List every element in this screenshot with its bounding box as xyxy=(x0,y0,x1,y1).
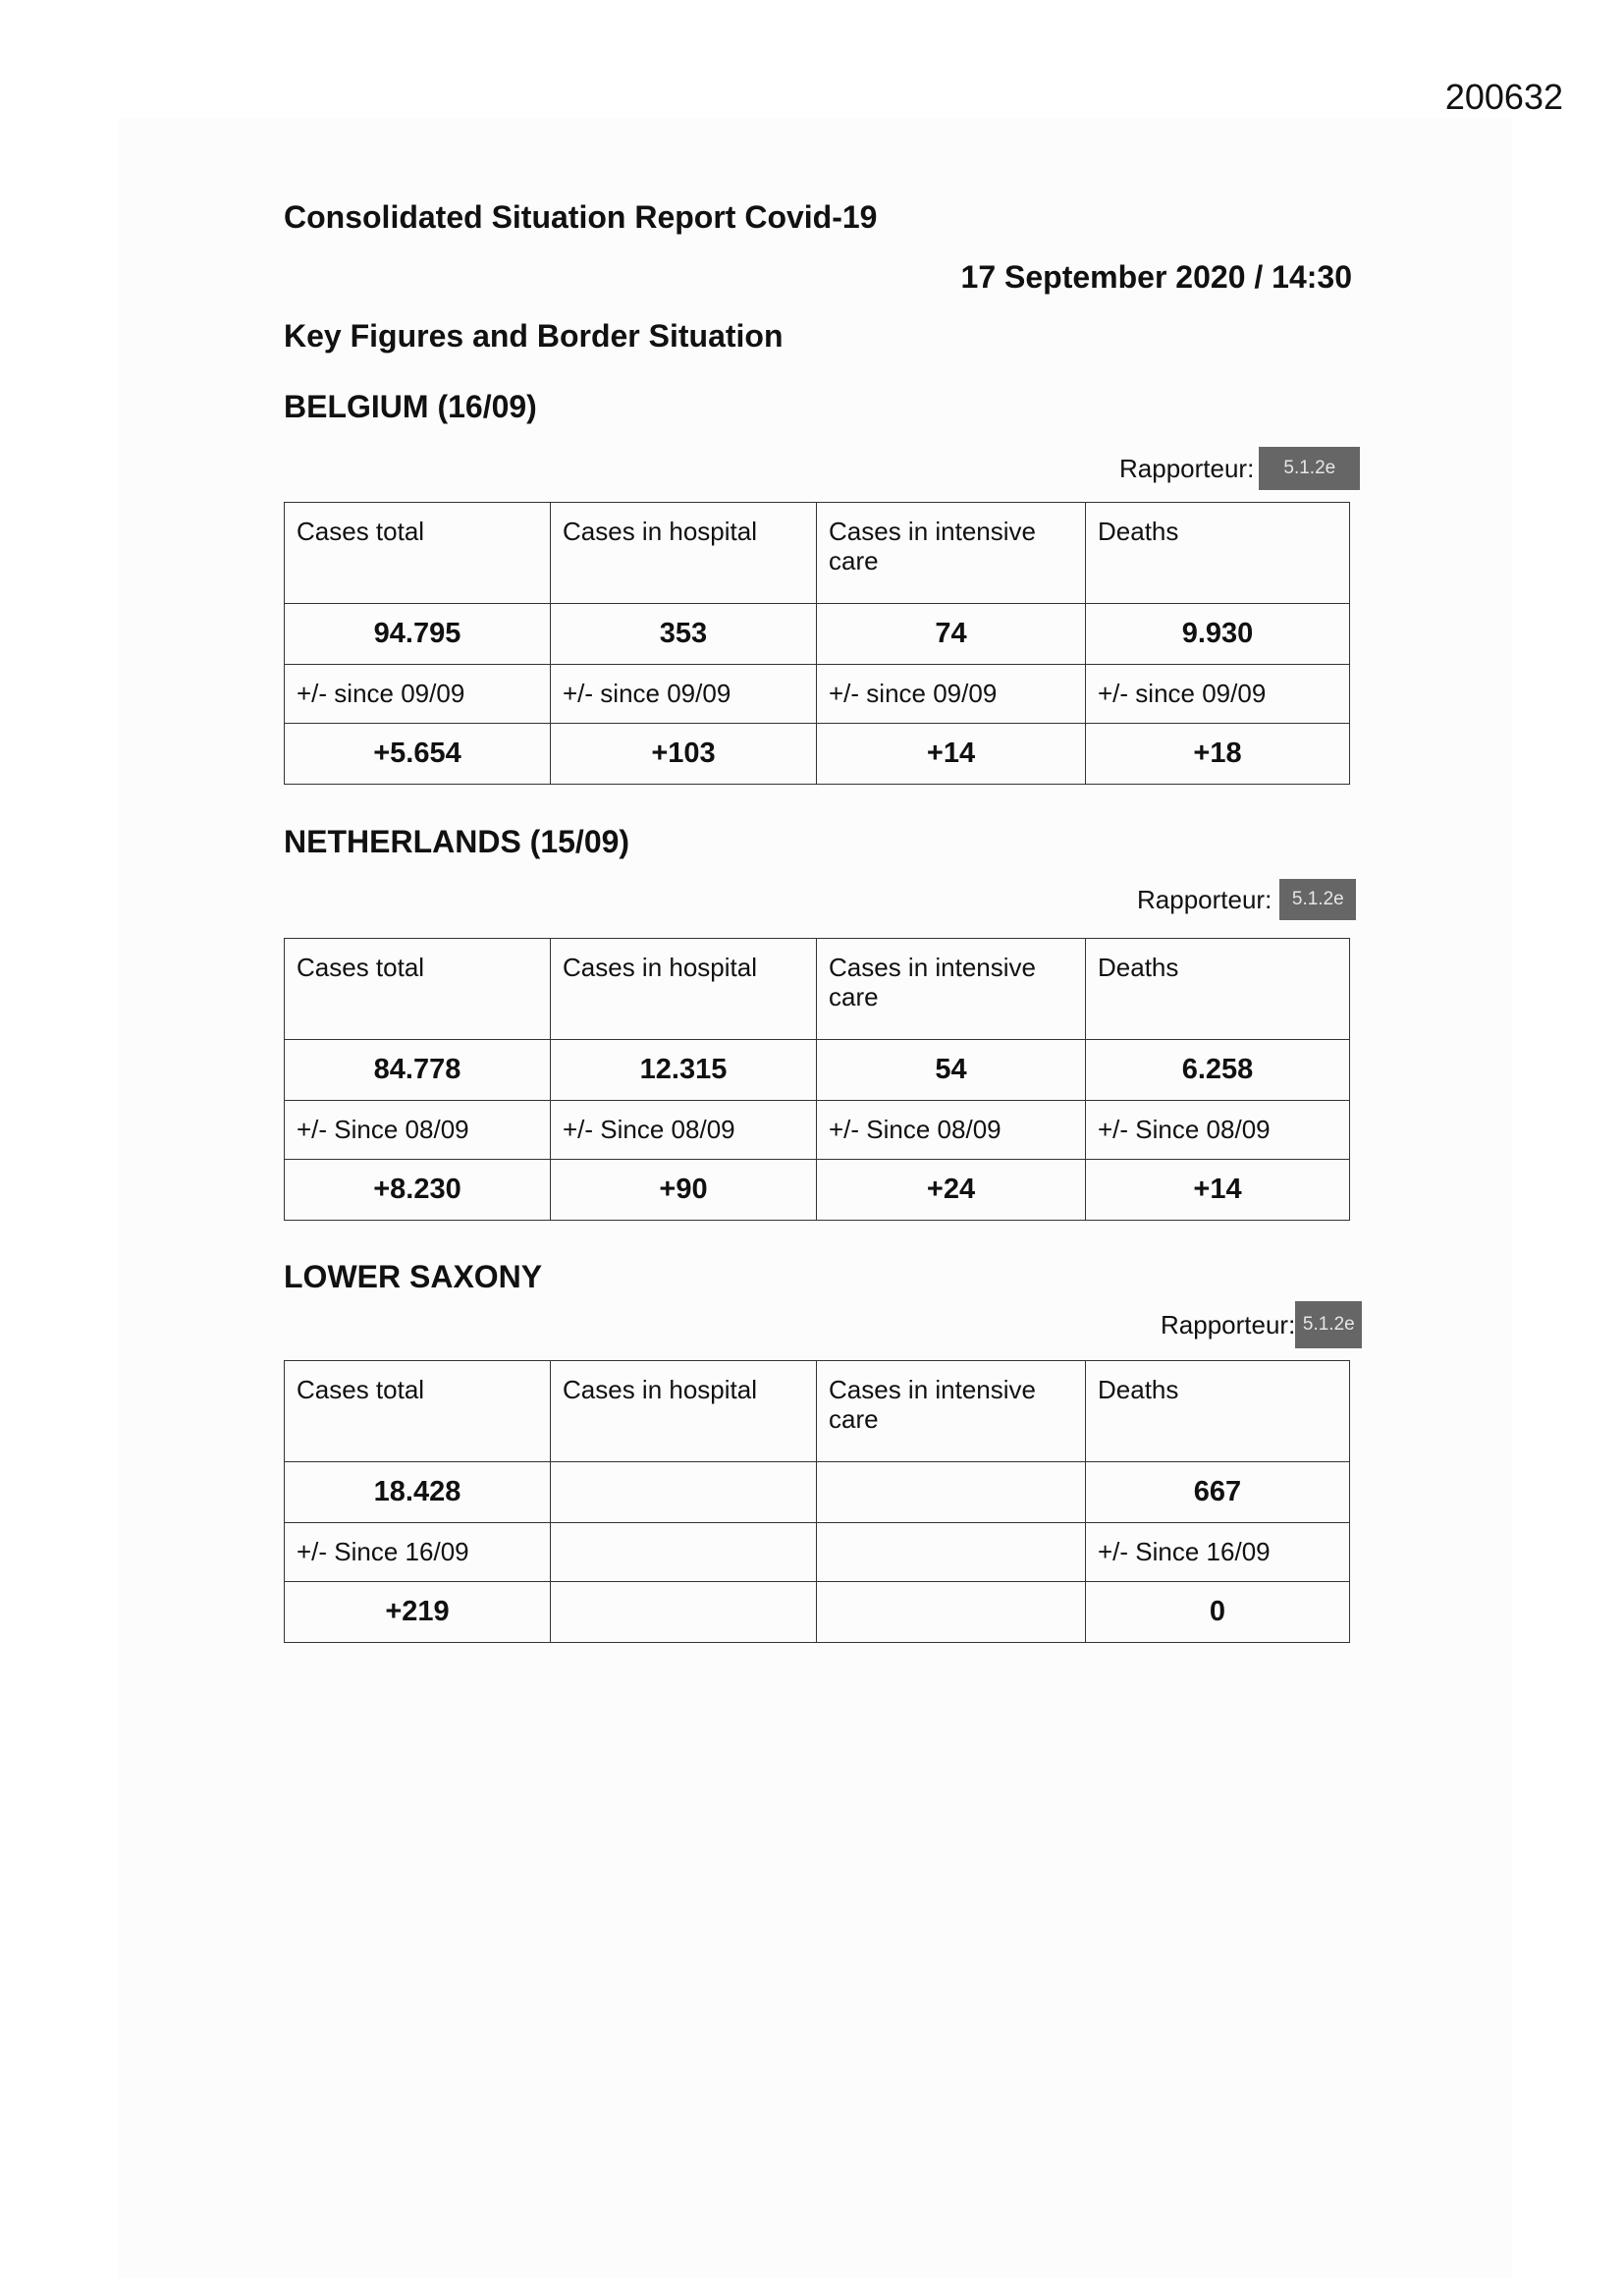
column-header-cases-in-hospital: Cases in hospital xyxy=(551,939,817,1040)
since-label-deaths: +/- since 09/09 xyxy=(1086,665,1350,724)
value-deaths: 9.930 xyxy=(1086,604,1350,665)
value-cases-total: 94.795 xyxy=(285,604,551,665)
column-header-cases-total: Cases total xyxy=(285,503,551,604)
value-deaths: 667 xyxy=(1086,1462,1350,1523)
redaction-box: 5.1.2e xyxy=(1295,1301,1362,1348)
change-cases-in-hospital: +90 xyxy=(551,1160,817,1221)
key-figures-table-netherlands xyxy=(284,938,1350,1221)
rapporteur-line-netherlands xyxy=(1137,879,1356,920)
since-label-cases-in-hospital: +/- Since 08/09 xyxy=(551,1101,817,1160)
value-cases-in-hospital: 353 xyxy=(551,604,817,665)
change-deaths: +14 xyxy=(1086,1160,1350,1221)
since-label-deaths: +/- Since 08/09 xyxy=(1086,1101,1350,1160)
report-title: Consolidated Situation Report Covid-19 xyxy=(284,199,878,235)
value-cases-in-hospital xyxy=(551,1462,817,1523)
column-header-cases-in-intensive-care: Cases in intensive care xyxy=(817,1361,1086,1462)
since-label-cases-total: +/- Since 16/09 xyxy=(285,1523,551,1582)
since-label-cases-total: +/- since 09/09 xyxy=(285,665,551,724)
change-cases-in-intensive-care: +14 xyxy=(817,724,1086,785)
since-label-cases-total: +/- Since 08/09 xyxy=(285,1101,551,1160)
change-cases-in-intensive-care: +24 xyxy=(817,1160,1086,1221)
region-heading-lower-saxony: LOWER SAXONY xyxy=(284,1259,543,1294)
value-deaths: 6.258 xyxy=(1086,1040,1350,1101)
key-figures-table-lower-saxony xyxy=(284,1360,1350,1643)
redaction-box: 5.1.2e xyxy=(1259,447,1360,490)
since-label-cases-in-intensive-care: +/- Since 08/09 xyxy=(817,1101,1086,1160)
since-label-cases-in-intensive-care xyxy=(817,1523,1086,1582)
table-values-row xyxy=(285,604,1350,665)
region-heading-belgium: BELGIUM (16/09) xyxy=(284,389,537,424)
table-change-row xyxy=(285,1160,1350,1221)
rapporteur-line-lower-saxony xyxy=(1161,1301,1362,1348)
key-figures-table-belgium xyxy=(284,502,1350,785)
change-cases-total: +8.230 xyxy=(285,1160,551,1221)
section-subtitle: Key Figures and Border Situation xyxy=(284,318,784,354)
column-header-cases-total: Cases total xyxy=(285,939,551,1040)
column-header-cases-in-hospital: Cases in hospital xyxy=(551,503,817,604)
report-datetime: 17 September 2020 / 14:30 xyxy=(960,259,1352,295)
column-header-cases-in-intensive-care: Cases in intensive care xyxy=(817,939,1086,1040)
value-cases-in-intensive-care: 54 xyxy=(817,1040,1086,1101)
table-values-row xyxy=(285,1040,1350,1101)
rapporteur-line-belgium xyxy=(1119,447,1360,490)
value-cases-in-intensive-care xyxy=(817,1462,1086,1523)
table-since-row xyxy=(285,665,1350,724)
column-header-deaths: Deaths xyxy=(1086,1361,1350,1462)
redaction-box: 5.1.2e xyxy=(1279,879,1356,920)
document-number: 200632 xyxy=(1444,77,1563,117)
change-deaths: +18 xyxy=(1086,724,1350,785)
table-header-row xyxy=(285,1361,1350,1462)
table-since-row xyxy=(285,1101,1350,1160)
table-change-row xyxy=(285,1582,1350,1643)
table-since-row xyxy=(285,1523,1350,1582)
table-values-row xyxy=(285,1462,1350,1523)
table-header-row xyxy=(285,939,1350,1040)
value-cases-in-hospital: 12.315 xyxy=(551,1040,817,1101)
since-label-cases-in-hospital xyxy=(551,1523,817,1582)
column-header-deaths: Deaths xyxy=(1086,503,1350,604)
change-deaths: 0 xyxy=(1086,1582,1350,1643)
since-label-cases-in-hospital: +/- since 09/09 xyxy=(551,665,817,724)
change-cases-in-hospital: +103 xyxy=(551,724,817,785)
value-cases-total: 18.428 xyxy=(285,1462,551,1523)
change-cases-in-hospital xyxy=(551,1582,817,1643)
column-header-deaths: Deaths xyxy=(1086,939,1350,1040)
column-header-cases-in-intensive-care: Cases in intensive care xyxy=(817,503,1086,604)
rapporteur-label: Rapporteur: xyxy=(1161,1309,1296,1339)
change-cases-total: +219 xyxy=(285,1582,551,1643)
change-cases-total: +5.654 xyxy=(285,724,551,785)
change-cases-in-intensive-care xyxy=(817,1582,1086,1643)
value-cases-in-intensive-care: 74 xyxy=(817,604,1086,665)
since-label-deaths: +/- Since 16/09 xyxy=(1086,1523,1350,1582)
column-header-cases-total: Cases total xyxy=(285,1361,551,1462)
column-header-cases-in-hospital: Cases in hospital xyxy=(551,1361,817,1462)
rapporteur-label: Rapporteur: xyxy=(1137,884,1272,914)
rapporteur-label: Rapporteur: xyxy=(1119,453,1255,483)
region-heading-netherlands: NETHERLANDS (15/09) xyxy=(284,824,630,859)
since-label-cases-in-intensive-care: +/- since 09/09 xyxy=(817,665,1086,724)
value-cases-total: 84.778 xyxy=(285,1040,551,1101)
table-change-row xyxy=(285,724,1350,785)
table-header-row xyxy=(285,503,1350,604)
